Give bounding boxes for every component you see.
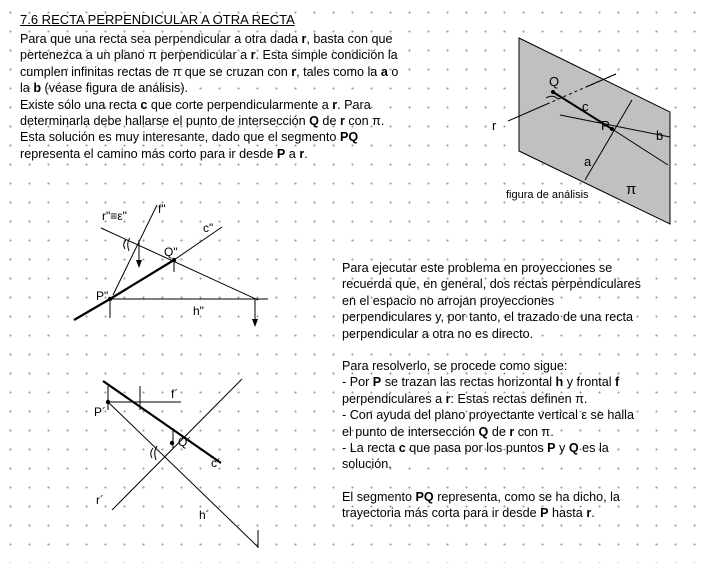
text-line <box>342 489 697 505</box>
text-run: (véase figura de análisis). <box>41 81 189 96</box>
text-line <box>342 440 697 456</box>
bold-term: r <box>509 424 515 439</box>
text-run: . Para <box>337 97 371 112</box>
text-line <box>342 260 697 276</box>
text-run: y frontal <box>563 375 615 390</box>
text-run: el punto de intersección <box>342 424 479 439</box>
text-run: a <box>285 146 300 161</box>
text-run: cumplen infinitas rectas de π que se cruzan con <box>20 64 292 79</box>
text-line <box>342 276 697 292</box>
bold-term: r <box>339 114 345 129</box>
text-line <box>342 473 697 489</box>
angle-mark <box>151 448 153 458</box>
text-line <box>342 358 697 374</box>
label-f: f" <box>158 202 166 216</box>
text-run: que corte perpendicularmente a <box>147 97 333 112</box>
text-line <box>342 424 697 440</box>
label-r: r´ <box>96 493 104 507</box>
text-line <box>342 505 697 521</box>
bold-term: h <box>555 375 564 390</box>
point-p <box>106 400 110 404</box>
text-run: con π. <box>344 114 385 129</box>
text-run: Existe sólo una recta <box>20 97 141 112</box>
bold-term: c <box>140 97 148 112</box>
text-run: con π. <box>514 424 554 439</box>
line-h <box>108 402 258 547</box>
text-run: en el espacio no arrojan proyecciones <box>342 293 555 308</box>
label-q: Q´ <box>178 435 192 449</box>
text-line <box>342 374 697 390</box>
label-f: f´ <box>171 387 179 401</box>
label-q: Q" <box>164 245 178 259</box>
bold-term: P <box>540 506 549 521</box>
bold-term: c <box>398 441 406 456</box>
bold-term: PQ <box>339 130 359 145</box>
line-c <box>103 381 221 463</box>
text-run: . Esta simple condición la <box>255 48 398 63</box>
text-run: que pasa por los puntos <box>405 441 548 456</box>
text-line <box>342 456 697 472</box>
text-run: , basta con que <box>306 32 393 46</box>
text-line <box>342 407 697 423</box>
label-h: h´ <box>199 508 210 522</box>
text-run: pertenezca a un plano π perpendicular a <box>20 48 251 63</box>
text-run: recuerda que, en general, dos rectas perpendiculares <box>342 277 641 292</box>
bold-term: Q <box>568 441 579 456</box>
label-q: Q <box>549 74 560 89</box>
section-title: 7.6 RECTA PERPENDICULAR A OTRA RECTA <box>20 12 295 27</box>
label-p: P´ <box>94 405 106 419</box>
bold-term: Q <box>309 114 319 129</box>
bold-term: P <box>276 146 286 161</box>
text-run: de <box>318 114 340 129</box>
label-c: c´ <box>211 456 221 470</box>
procedure-text <box>342 260 697 522</box>
label-c: c <box>582 99 589 114</box>
label-c: c" <box>203 221 214 235</box>
text-run: determinarla debe hallarse el punto de intersección <box>20 114 310 129</box>
text-run: es la <box>578 441 609 456</box>
label-p: P <box>601 118 610 133</box>
text-run: Para que una recta sea perpendicular a otra dada <box>20 32 302 46</box>
text-run: hasta <box>548 506 587 521</box>
text-run: representa, como se ha dicho, la <box>433 489 620 504</box>
label-r: r <box>492 118 497 133</box>
bold-term: P <box>372 375 382 390</box>
text-run: se trazan las rectas horizontal <box>381 375 556 390</box>
text-line <box>342 342 697 358</box>
bold-term: r <box>332 97 338 112</box>
text-run: trayectoria más corta para ir desde <box>342 506 541 521</box>
text-run: o <box>387 64 399 79</box>
bold-term: b <box>33 81 42 96</box>
text-run: Para resolverlo, se procede como sigue: <box>342 359 568 374</box>
text-run: Para ejecutar este problema en proyecciones se <box>342 261 613 275</box>
bold-term: r <box>445 391 451 406</box>
bold-term: r <box>299 146 305 161</box>
text-run: - Por <box>342 375 373 390</box>
bold-term: r <box>291 64 297 79</box>
label-r-eps: r"≡ε" <box>102 209 127 223</box>
text-run: perpendiculares a <box>342 391 446 406</box>
text-line <box>342 293 697 309</box>
bold-term: a <box>380 64 388 79</box>
figure-caption: figura de análisis <box>506 189 589 201</box>
text-run: - La recta <box>342 441 399 456</box>
bold-term: r <box>301 32 307 46</box>
bold-term: PQ <box>415 489 434 504</box>
text-line <box>342 309 697 325</box>
label-b: b <box>656 128 664 143</box>
text-run: : Estas rectas definen π. <box>450 391 588 406</box>
text-run: perpendicular a otra no es directo. <box>342 326 534 341</box>
text-run: . <box>591 506 595 521</box>
bold-term: f <box>615 375 620 390</box>
text-run: y <box>555 441 569 456</box>
text-run: . <box>304 146 308 161</box>
text-run: El segmento <box>342 489 416 504</box>
label-pi: π <box>626 181 637 198</box>
bold-term: Q <box>478 424 489 439</box>
text-run: , tales como la <box>296 64 381 79</box>
bold-term: r <box>586 506 592 521</box>
label-h: h" <box>193 304 204 318</box>
text-run: - Con ayuda del plano proyectante vertical ε se halla <box>342 408 634 423</box>
bold-term: r <box>250 48 256 63</box>
text-run: solución. <box>342 457 392 472</box>
text-line <box>342 391 697 407</box>
text-run: Esta solución es muy interesante, dado que el segmento <box>20 130 340 145</box>
text-run: perpendiculares y, por tanto, el trazado de una recta <box>342 310 634 325</box>
text-run: la <box>20 81 34 96</box>
text-line <box>342 326 697 342</box>
text-run: de <box>488 424 510 439</box>
label-p: P" <box>96 289 109 303</box>
text-run: representa el camino más corto para ir desde <box>20 146 277 161</box>
point-q <box>170 441 174 445</box>
bold-term: P <box>547 441 556 456</box>
label-a: a <box>584 154 592 169</box>
